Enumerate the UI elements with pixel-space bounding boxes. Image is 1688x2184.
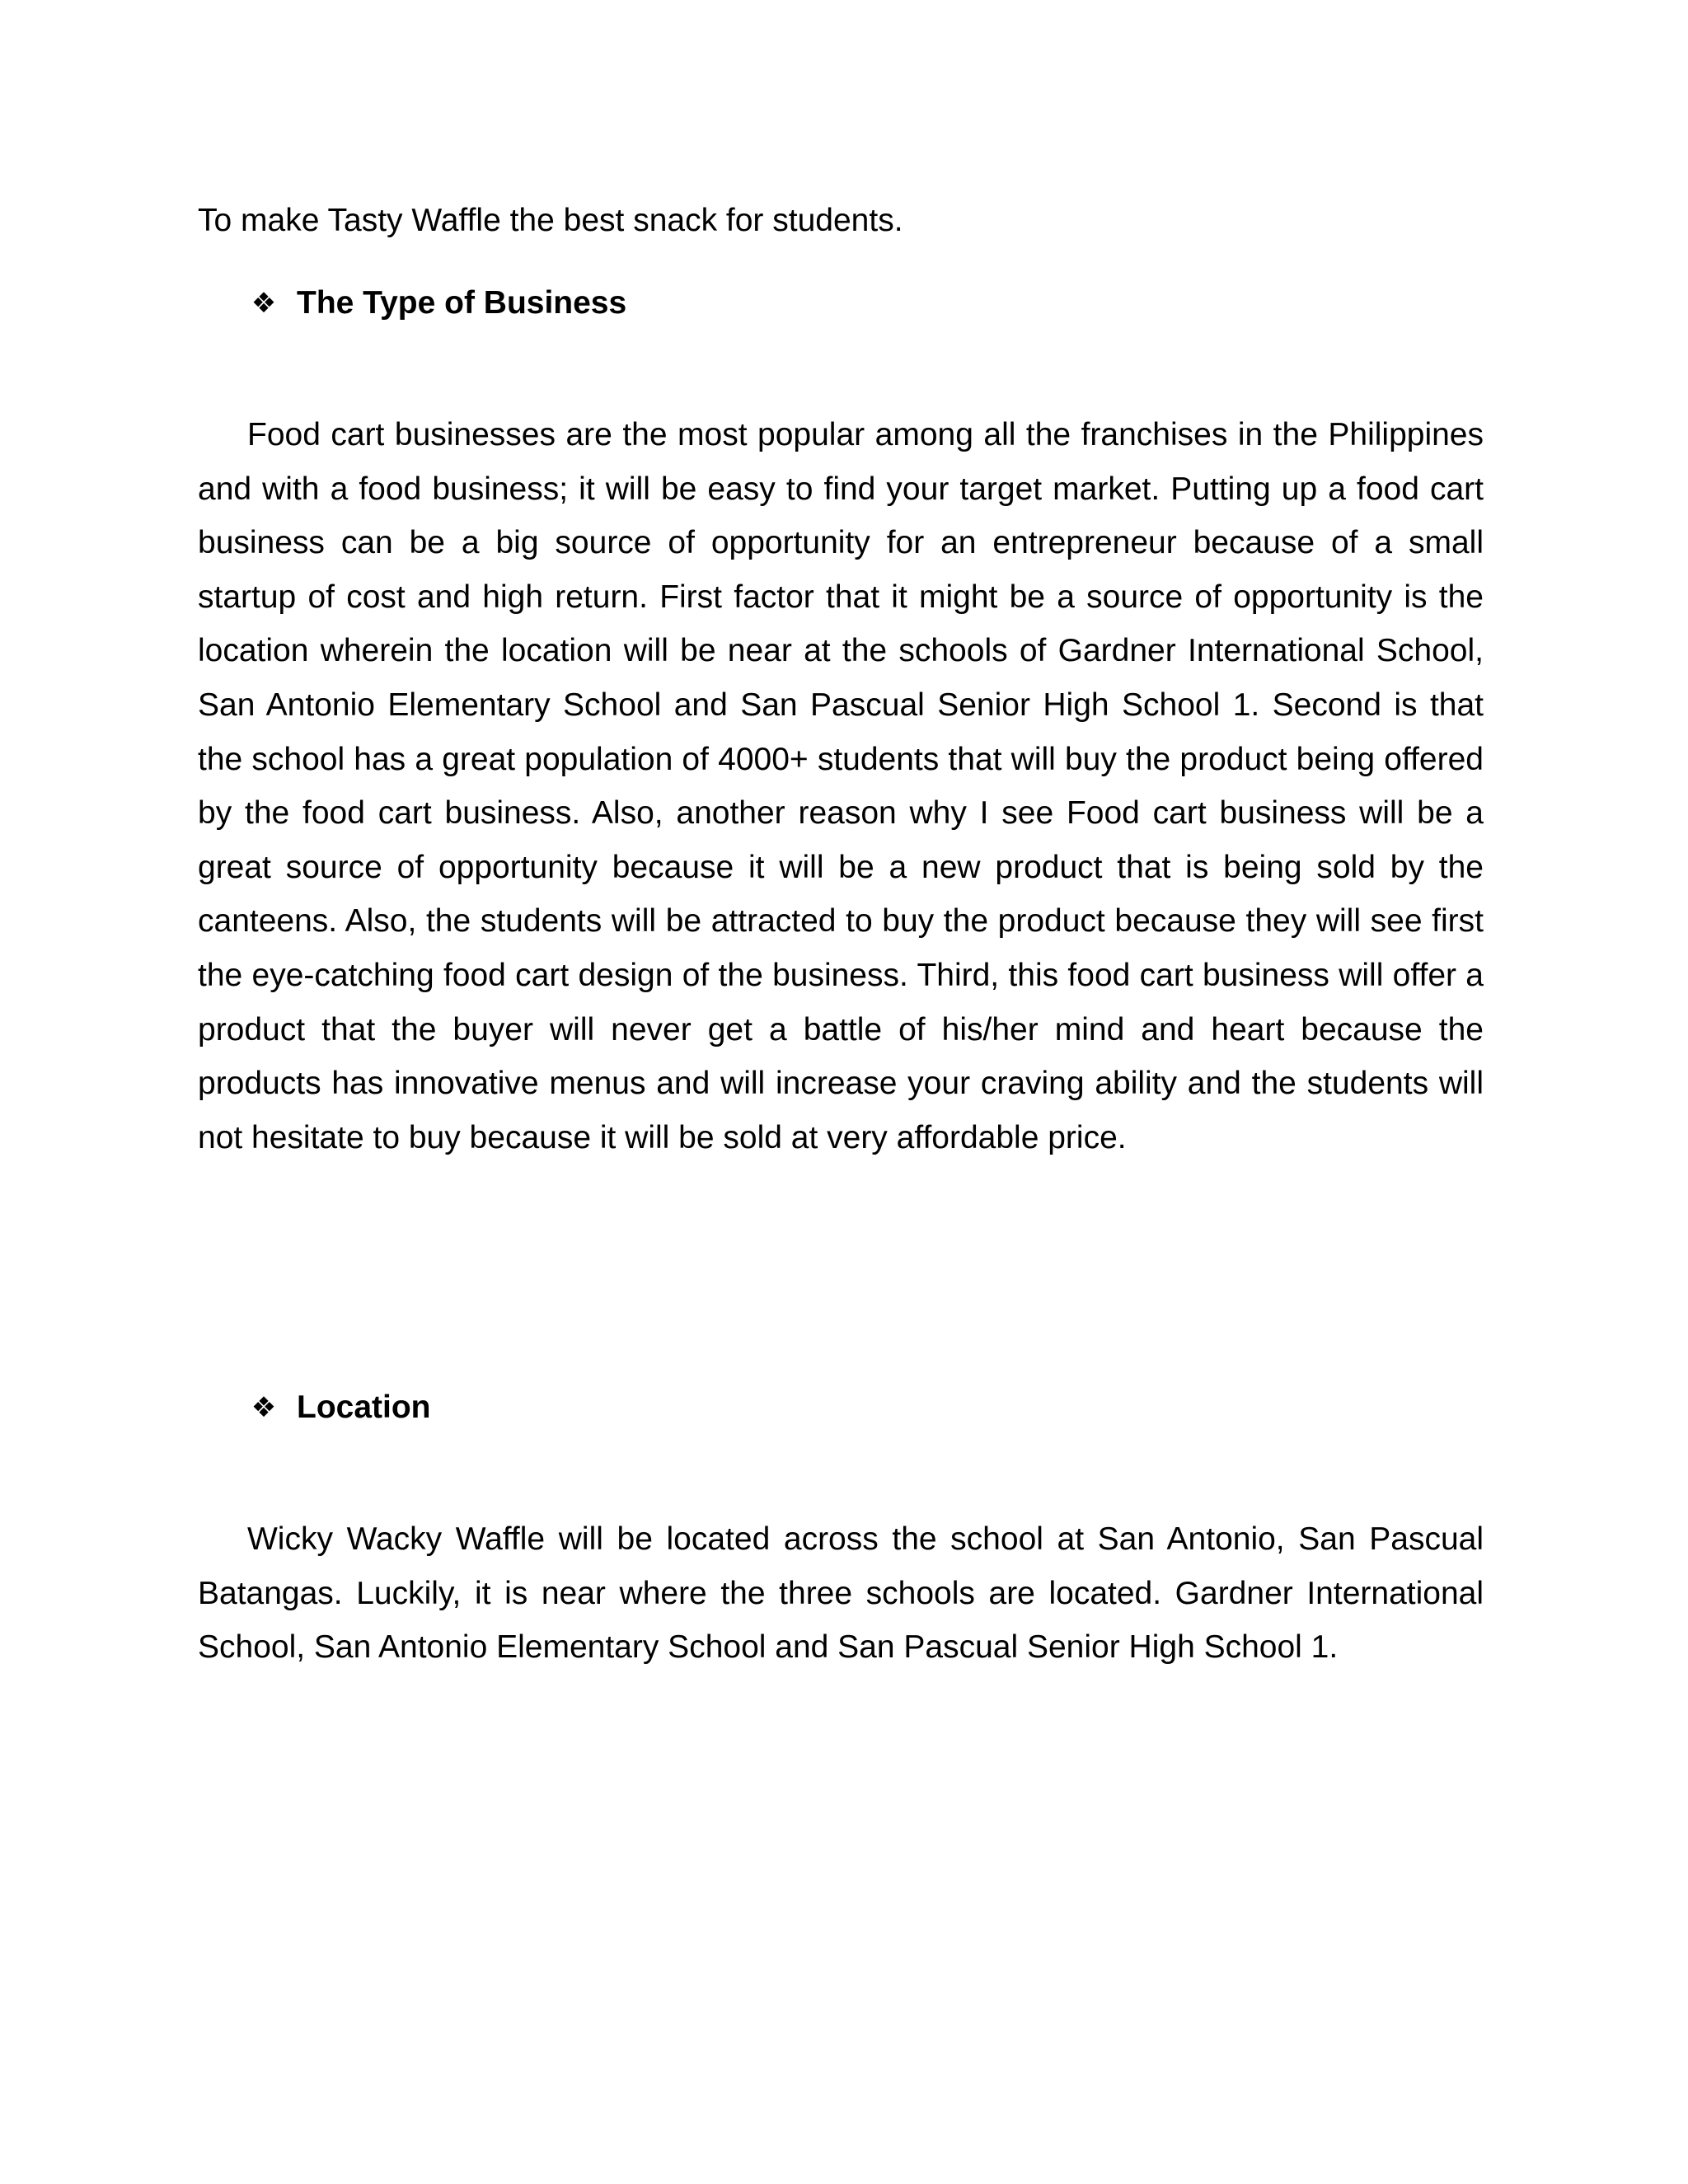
type-of-business-paragraph: Food cart businesses are the most popular among all the franchises in the Philippines and with a food business; it will be easy to find your target market. Putting up a food cart business can be a big source of opportunity for an entrepreneur because of a small startup of cost and high return. First factor that it might be a source of opportunity is the location wherein the location will be near at the schools of Gardner International School, San Antonio Elementary School and San Pascual Senior High School 1. Second is that the school has a great population of 4000+ students that will buy the product being offered by the food cart business. Also, another reason why I see Food cart business will be a great source of opportunity because it will be a new product that is being sold by the canteens. Also, the students will be attracted to buy the product because they will see first the eye-catching food cart design of the business. Third, this food cart business will offer a product that the buyer will never get a battle of his/her mind and heart because the products has innovative menus and will increase your craving ability and the students will not hesitate to buy because it will be sold at very affordable price. (198, 417, 1484, 1155)
intro-line: To make Tasty Waffle the best snack for students. (198, 203, 903, 238)
section-heading-text: Location (297, 1390, 431, 1425)
location-paragraph: Wicky Wacky Waffle will be located across the school at San Antonio, San Pascual Batangas. Luckily, it is near where the three schools are located. Gardner International School, San Antonio Elementary School and San Pascual Senior High School 1. (198, 1521, 1484, 1666)
diamond-bullet-icon: ❖ (251, 288, 277, 319)
section-heading-location (247, 1385, 431, 1431)
diamond-bullet-icon: ❖ (251, 1392, 277, 1423)
section-heading-type-of-business (247, 280, 626, 326)
section-heading-text: The Type of Business (297, 285, 627, 321)
document-page (198, 0, 1484, 2184)
